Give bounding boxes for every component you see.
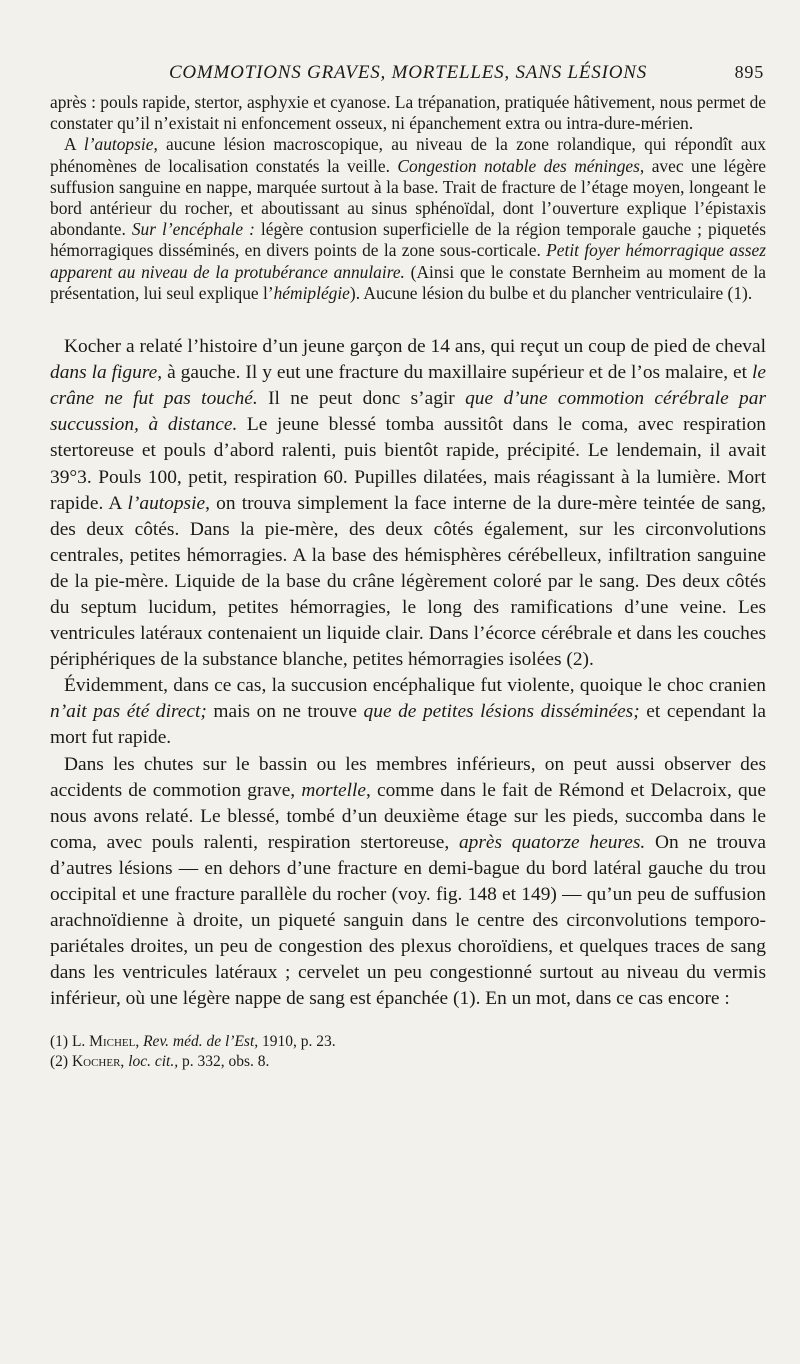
page-number: 895 — [734, 62, 764, 82]
paragraph-evidently: Évidemment, dans ce cas, la succusion encéphalique fut violente, quoique le choc cranien n’ait pas été direct; mais on ne trouve que de petites lésions disséminées; et cependant la mort fut rapide. — [50, 675, 766, 749]
main-text-block — [50, 334, 766, 1012]
paragraph-after-trepanation: après : pouls rapide, stertor, asphyxie et cyanose. La trépanation, pratiquée hâtivement, nous permet de constater qu’il n’existait ni enfoncement osseux, ni épanchement extra ou intra-dure-mérien. — [50, 92, 766, 134]
paragraph-autopsy-findings: A l’autopsie, aucune lésion macroscopique, au niveau de la zone rolandique, qui répondît aux phénomènes de localisation constatés la veille. Congestion notable des méninges, avec une légère suffusion sanguine en nappe, marquée surtout à la base. Trait de fracture de l’étage moyen, longeant le bord antérieur du rocher, et aboutissant au sinus sphénoïdal, dont l’ouverture explique l’épistaxis abondante. Sur l’encéphale : légère contusion superficielle de la région temporale gauche ; piquetés hémorragiques disséminés, en divers points de la zone sous-corticale. Petit foyer hémorragique assez apparent au niveau de la protubérance annulaire. (Ainsi que le constate Bernheim au moment de la présentation, lui seul explique l’hémiplégie). Aucune lésion du bulbe et du plancher ventriculaire (1). — [50, 134, 766, 303]
running-title: COMMOTIONS GRAVES, MORTELLES, SANS LÉSIONS — [168, 62, 648, 83]
footnote-2: (2) Kocher, loc. cit., p. 332, obs. 8. — [50, 1053, 270, 1071]
footnote-1: (1) L. Michel, Rev. méd. de l’Est, 1910, p. 23. — [50, 1033, 336, 1051]
footnotes — [50, 1032, 766, 1072]
paragraph-falls-on-pelvis: Dans les chutes sur le bassin ou les membres inférieurs, on peut aussi observer des accidents de commotion grave, mortelle, comme dans le fait de Rémond et Delacroix, que nous avons relaté. Le blessé, tombé d’un deuxième étage sur les pieds, succomba dans le coma, avec pouls ralenti, respiration stertoreuse, après quatorze heures. On ne trouva d’autres lésions — en dehors d’une fracture en demi-bague du bord latéral gauche du trou occipital et une fracture parallèle du rocher (voy. fig. 148 et 149) — qu’un peu de suffusion arachnoïdienne à droite, un piqueté sanguin dans le centre des circonvolutions temporo-pariétales droites, un peu de congestion des plexus choroïdiens, et quelques traces de sang dans les ventricules latéraux ; cervelet un peu congestionné surtout au niveau du vermis inférieur, où une légère nappe de sang est épanchée (1). En un mot, dans ce cas encore : — [50, 753, 766, 1010]
case-continuation-block — [50, 92, 766, 304]
running-header — [50, 62, 766, 92]
paragraph-kocher-case: Kocher a relaté l’histoire d’un jeune garçon de 14 ans, qui reçut un coup de pied de cheval dans la figure, à gauche. Il y eut une fracture du maxillaire supérieur et de l’os malaire, et le crâne ne fut pas touché. Il ne peut donc s’agir que d’une commotion cérébrale par succussion, à distance. Le jeune blessé tomba aussitôt dans le coma, avec respiration stertoreuse et pouls d’abord ralenti, puis bientôt rapide, précipité. Le lendemain, il avait 39°3. Pouls 100, petit, respiration 60. Pupilles dilatées, mais réagissant à la lumière. Mort rapide. A l’autopsie, on trouva simplement la face interne de la dure-mère teintée de sang, des deux côtés. Dans la pie-mère, des deux côtés également, sur les circonvolutions centrales, petites hémorragies. A la base des hémisphères cérébelleux, infiltration sanguine de la pie-mère. Liquide de la base du crâne légèrement coloré par le sang. Des deux côtés du septum lucidum, petites hémorragies, le long des ramifications d’une veine. Les ventricules latéraux contenaient un liquide clair. Dans l’écorce cérébrale et dans les couches périphériques de la substance blanche, petites hémorragies isolées (2). — [50, 336, 766, 671]
